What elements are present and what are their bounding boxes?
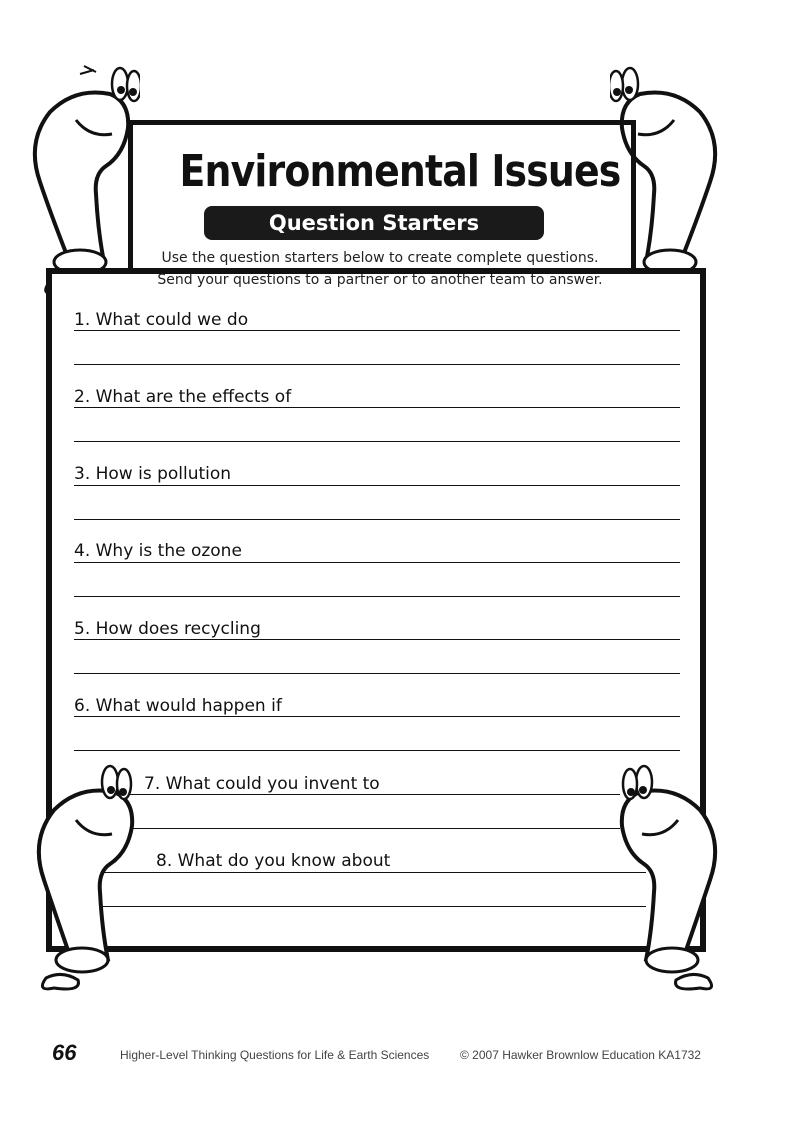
worksheet-box bbox=[46, 268, 706, 952]
answer-line bbox=[74, 673, 680, 674]
answer-line bbox=[74, 639, 680, 640]
question-7: 7. What could you invent to bbox=[144, 774, 380, 794]
answer-line bbox=[100, 906, 646, 907]
answer-line bbox=[130, 794, 620, 795]
answer-line bbox=[100, 872, 646, 873]
question-3: 3. How is pollution bbox=[74, 464, 232, 484]
answer-line bbox=[74, 750, 680, 751]
question-2: 2. What are the effects of bbox=[74, 387, 292, 407]
question-4: 4. Why is the ozone bbox=[74, 541, 242, 561]
page-title: Environmental Issues bbox=[179, 146, 621, 197]
answer-line bbox=[74, 519, 680, 520]
answer-line bbox=[74, 596, 680, 597]
answer-line bbox=[74, 716, 680, 717]
question-8: 8. What do you know about bbox=[156, 851, 391, 871]
answer-line bbox=[74, 407, 680, 408]
answer-line bbox=[74, 562, 680, 563]
question-mark-character-bottom-right-icon bbox=[610, 760, 730, 1000]
answer-line bbox=[74, 330, 680, 331]
answer-line bbox=[130, 828, 620, 829]
question-mark-character-bottom-left-icon bbox=[24, 760, 144, 1000]
subtitle-banner: Question Starters bbox=[204, 206, 544, 240]
question-6: 6. What would happen if bbox=[74, 696, 282, 716]
answer-line bbox=[74, 485, 680, 486]
answer-line bbox=[74, 364, 680, 365]
instruction-line-2: Send your questions to a partner or to another team to answer. bbox=[157, 272, 603, 288]
instruction-line-1: Use the question starters below to create complete questions. bbox=[161, 250, 599, 266]
answer-line bbox=[74, 441, 680, 442]
footer-copyright: © 2007 Hawker Brownlow Education KA1732 bbox=[460, 1048, 701, 1062]
page-number: 66 bbox=[52, 1040, 77, 1065]
question-5: 5. How does recycling bbox=[74, 619, 261, 639]
footer-book-title: Higher-Level Thinking Questions for Life & Earth Sciences bbox=[120, 1048, 430, 1062]
question-1: 1. What could we do bbox=[74, 310, 249, 330]
